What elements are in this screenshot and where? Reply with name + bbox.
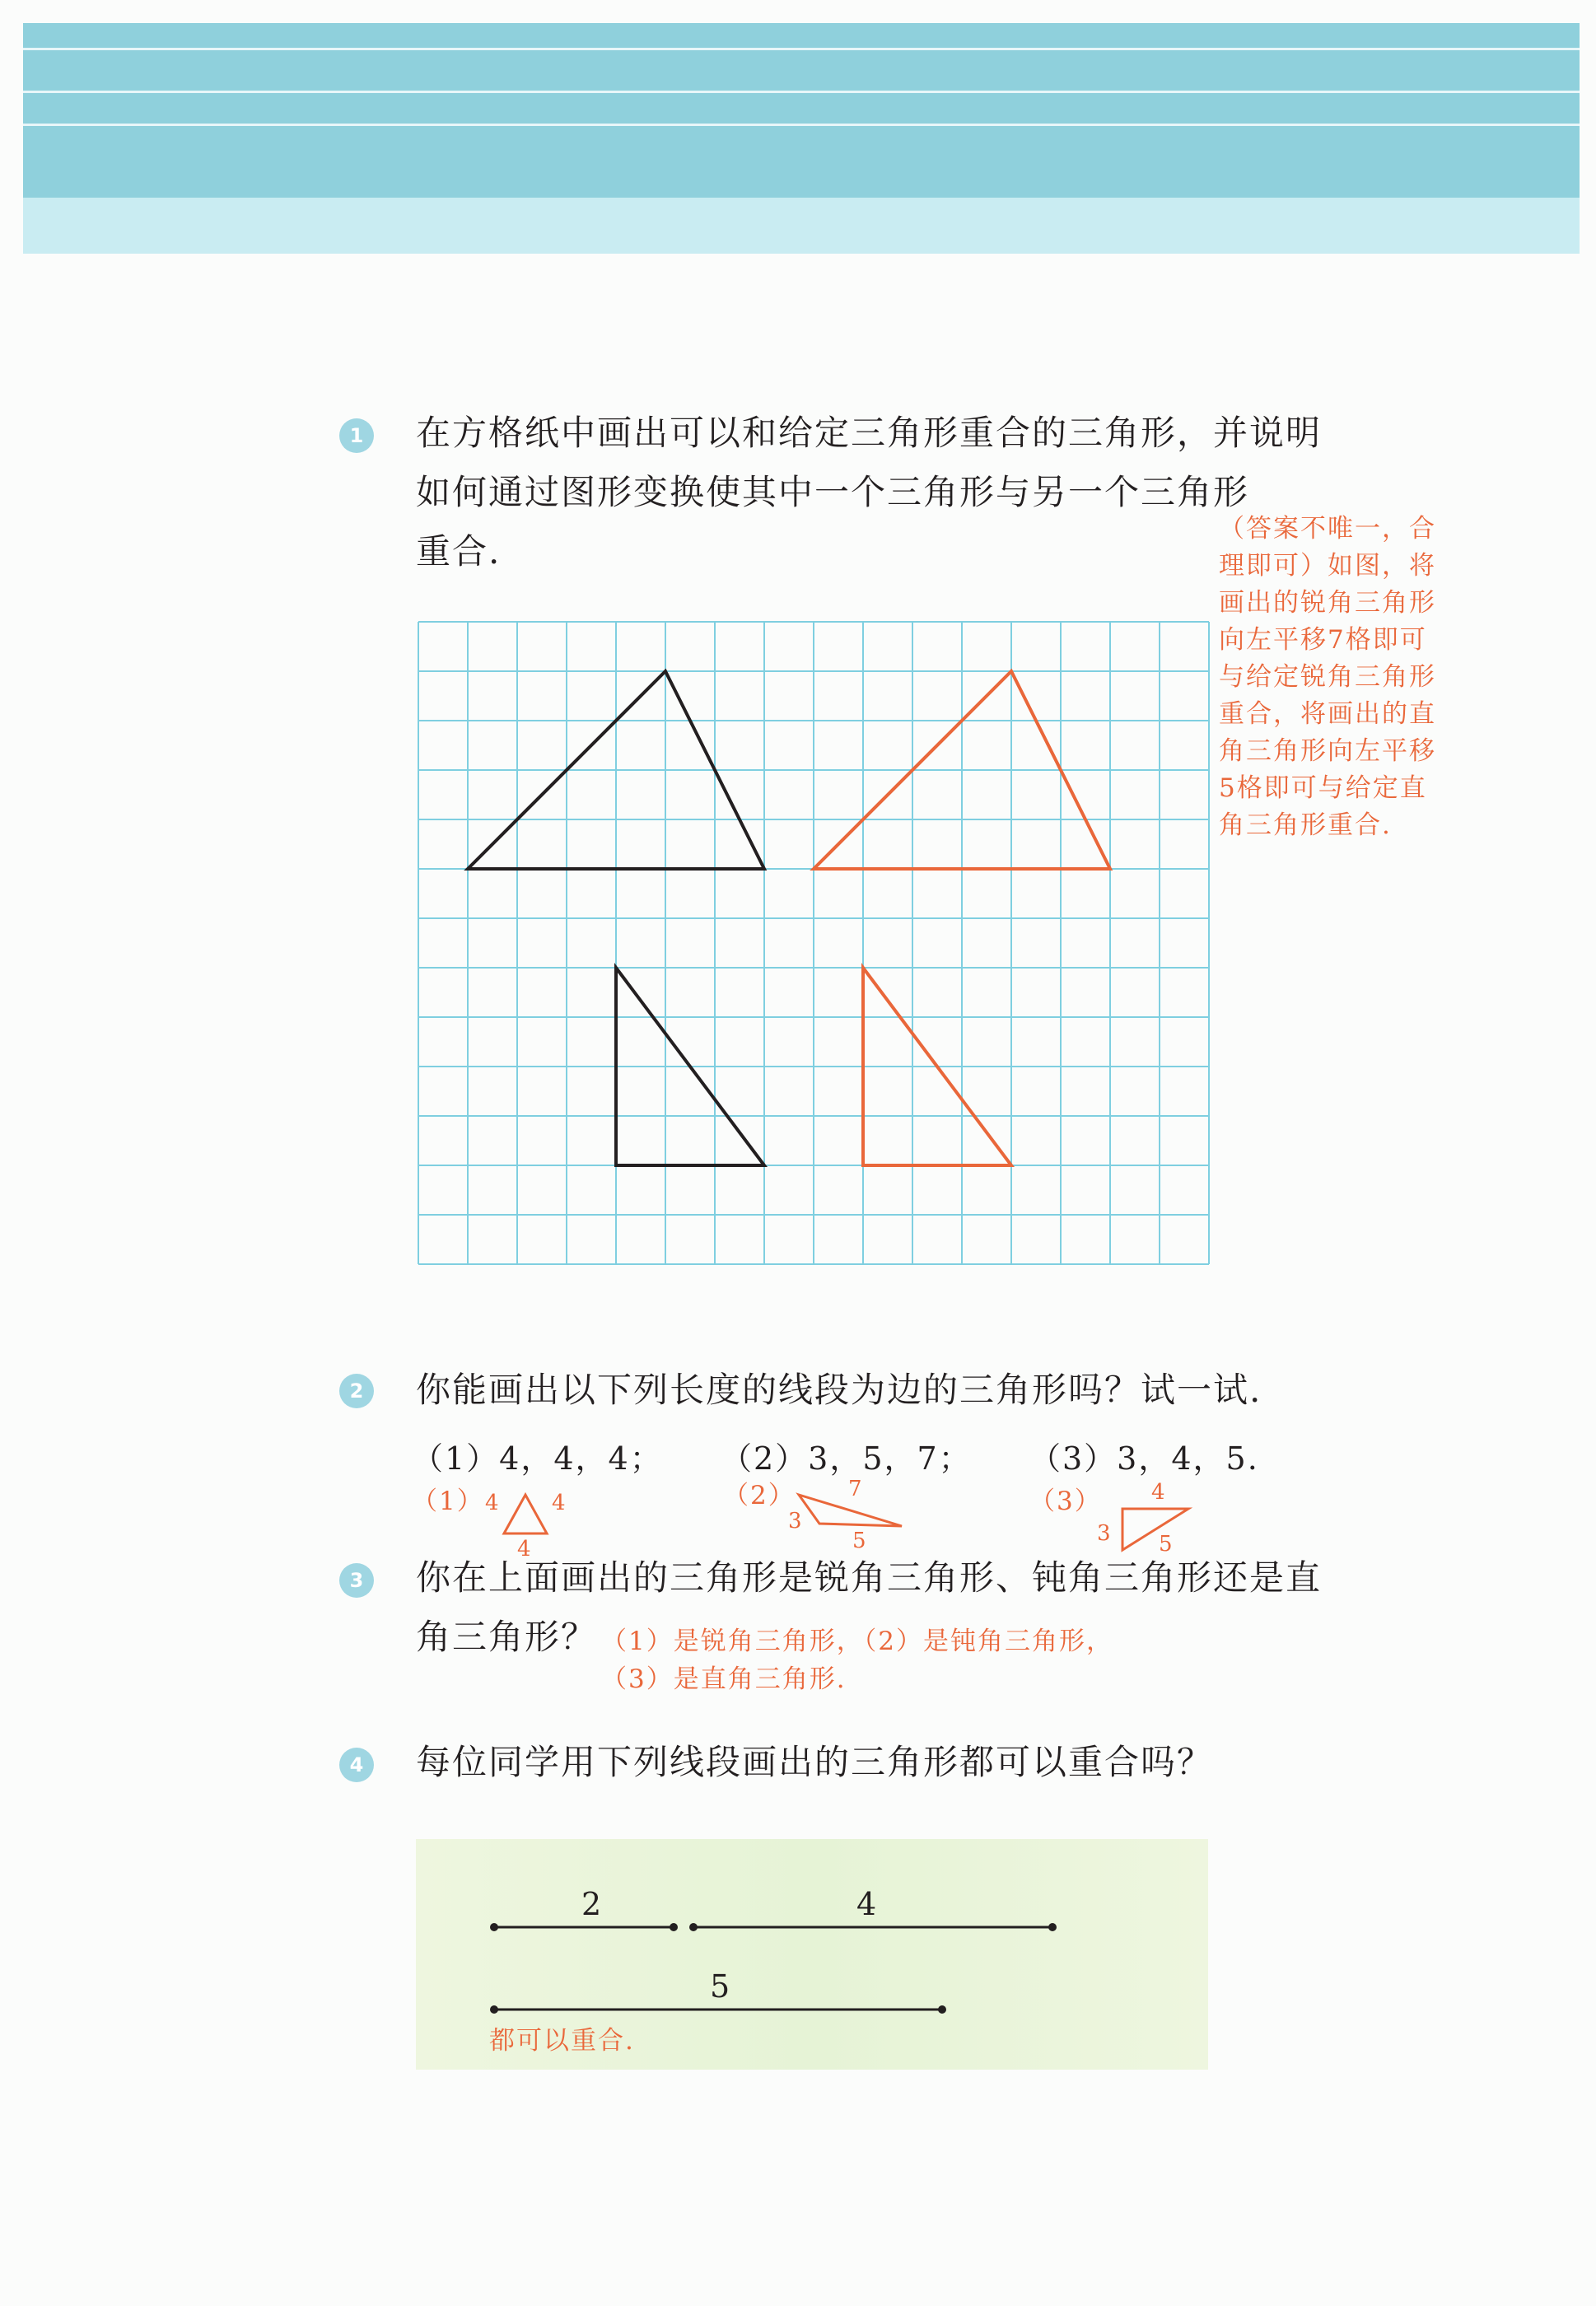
side-label: 7 [848,1477,864,1501]
answer-line: （1）是锐角三角形，（2）是钝角三角形， [601,1627,1113,1656]
side-label: 4 [517,1537,533,1561]
segment-length-label: 2 [581,1886,604,1922]
question-number-badge: 2 [339,1374,374,1408]
side-label: 4 [552,1491,567,1515]
question-line: 在方格纸中画出可以和给定三角形重合的三角形，并说明 [416,413,1323,453]
answer-line: （答案不唯一，合 [1219,514,1436,544]
question-2-item: （2）3，5，7； [721,1440,972,1477]
question-number-badge: 1 [339,418,374,453]
side-label: 5 [1159,1532,1174,1557]
answer-line: 角三角形重合. [1219,810,1392,840]
question-4-text: 每位同学用下列线段画出的三角形都可以重合吗？ [416,1742,1214,1782]
question-line: 角三角形？ [416,1617,598,1657]
question-2-item: （1）4，4，4； [412,1440,663,1477]
question-number-badge: 4 [339,1748,374,1782]
side-label: 3 [1097,1521,1113,1546]
question-line: 你在上面画出的三角形是锐角三角形、钝角三角形还是直 [416,1557,1323,1598]
answer-line: 角三角形向左平移 [1219,736,1436,766]
answer-line: 向左平移7格即可 [1219,625,1427,655]
answer-line: 与给定锐角三角形 [1219,662,1436,692]
segment-length-label: 5 [710,1968,732,2005]
question-line: 重合. [416,531,502,572]
side-label: 5 [852,1529,868,1553]
answer-line: 5格即可与给定直 [1219,773,1427,803]
side-label: 3 [788,1509,804,1533]
answer-label: （3） [1029,1487,1102,1516]
answer-line: 重合，将画出的直 [1219,699,1436,729]
answer-line: 画出的锐角三角形 [1219,588,1436,618]
answer-line: （3）是直角三角形. [601,1664,847,1694]
question-2-text: 你能画出以下列长度的线段为边的三角形吗？试一试. [416,1370,1262,1410]
answer-line: 理即可）如图，将 [1219,551,1436,581]
segment-length-label: 4 [856,1886,879,1922]
answer-label: （2） [723,1481,796,1510]
question-number-badge: 3 [339,1563,374,1598]
question-line: 如何通过图形变换使其中一个三角形与另一个三角形 [416,472,1250,512]
answer-label: （1） [412,1487,484,1516]
side-label: 4 [485,1491,501,1515]
question-4-answer: 都可以重合. [489,2026,635,2056]
question-2-item: （3）3，4，5. [1029,1440,1259,1477]
side-label: 4 [1151,1480,1167,1505]
